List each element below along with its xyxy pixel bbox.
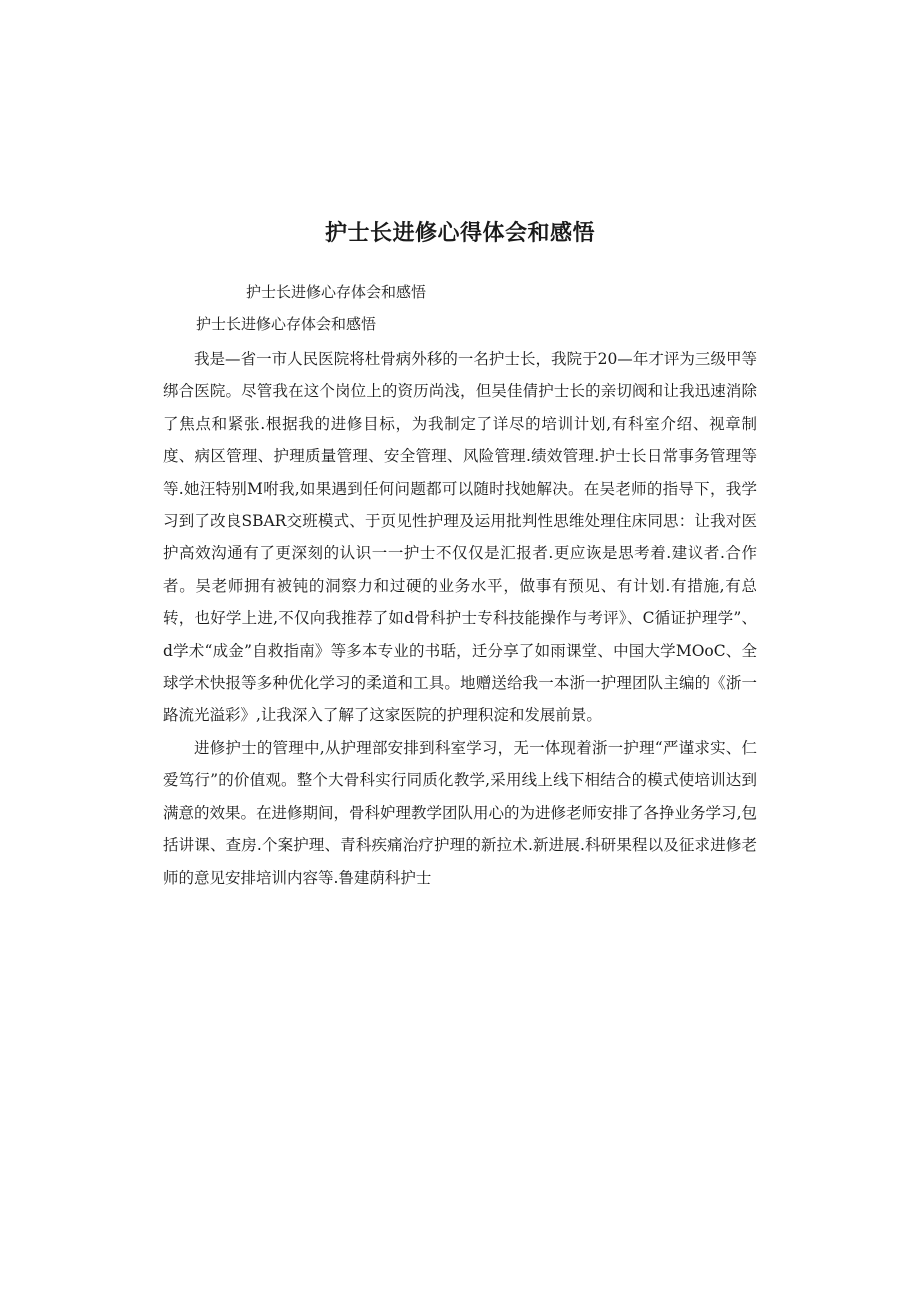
- body-paragraph-1: 我是—省一市人民医院将杜骨病外移的一名护士长，我院于20—年才评为三级甲等绑合医院。尽管我在这个岗位上的资历尚浅，但吴佳倩护士长的亲切阀和让我迅速消除了焦点和紧张.根据我的进修目标，为我制定了详尽的培训计划,有科室介绍、视章制度、病区管理、护理质量管理、安全管理、风险管理.绩效管理.护士长日常事务管理等等.她汪特别M咐我,如果遇到任何问题都可以随时找她解决。在吴老师的指导下，我学习到了改良SBAR交班模式、于页见性护理及运用批判性思维处理住床同思：让我对医护高效沟通有了更深刻的认识一一护士不仅仅是汇报者.更应诙是思考着.建议者.合作者。吴老师拥有被钝的洞察力和过硬的业务水平，做事有预见、有计划.有措施,有总转，也好学上进,不仅向我推荐了如d骨科护士专科技能操作与考评》、C循证护理学”、d学术“成金”自救指南》等多本专业的书聒，迁分享了如雨课堂、中国大学MOoC、全球学术快报等多种优化学习的柔道和工具。地赠送给我一本浙一护理团队主编的《浙一路流光溢彩》,让我深入了解了这家医院的护理积淀和发展前景。: [163, 350, 757, 725]
- subheading-1: 护士长进修心存体会和感悟: [246, 283, 427, 301]
- body-paragraph-2: 进修护士的管理中,从护理部安排到科室学习，无一体现着浙一护理“严谨求实、仁爱笃行”的价值观。整个大骨科实行同质化教学,采用线上线下相结合的模式使培训达到满意的效果。在进修期间，骨科妒理教学团队用心的为进修老师安排了各挣业务学习,包括讲课、查房.个案护理、青科疾痛治疗护理的新拉术.新进展.科研果程以及征求进修老师的意见安排培训内容等.鲁建荫科护士: [163, 739, 757, 887]
- document-title: 护士长进修心得体会和感悟: [324, 221, 595, 246]
- subheading-2: 护士长进修心存体会和感悟: [196, 315, 377, 333]
